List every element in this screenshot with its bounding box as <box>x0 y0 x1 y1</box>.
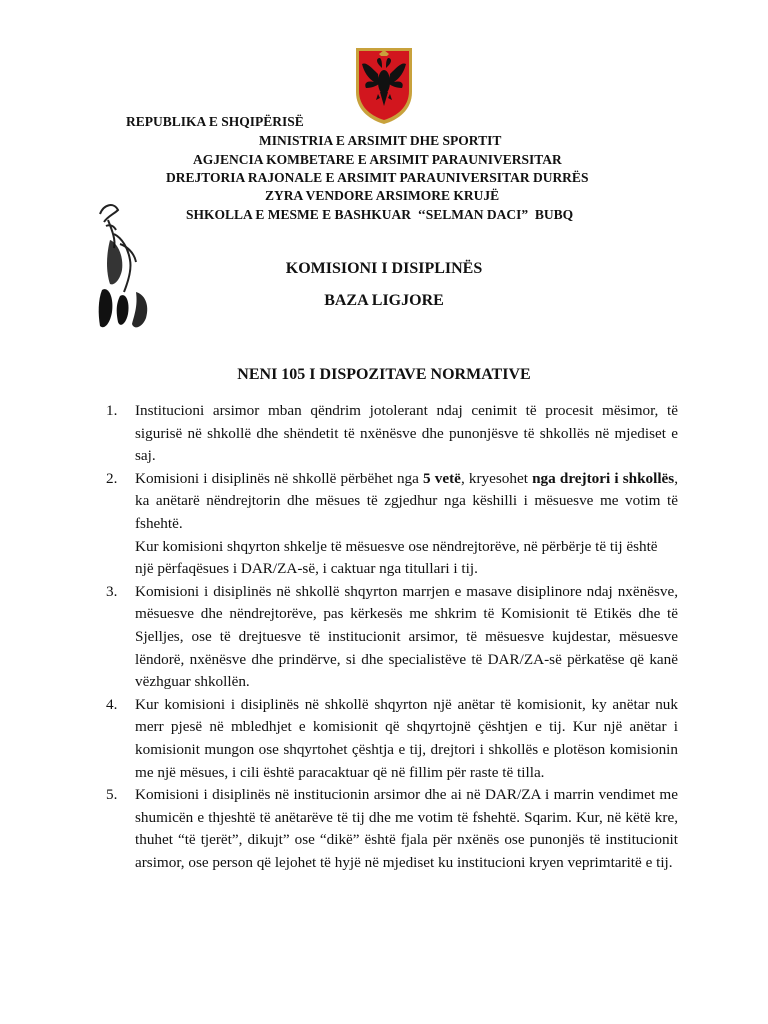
item-text: Kur komisioni i disiplinës në shkollë shqyrton një anëtar të komisionit, ky anëtar nuk merr pjesë në mbledhjet e komisionit që shqyrtojnë çështjen e tij. Kur një anëtar i komisionit mungon ose shqyrtohet çështja e tij, drejtori i shkollës e plotëson komisionin me një mësues, i cili është paracaktuar që në fillim për raste të tilla. <box>135 695 678 781</box>
list-number: 1. <box>106 402 118 419</box>
list-number: 5. <box>106 786 118 804</box>
item-text-part: Komisioni i disiplinës në shkollë përbëhet nga <box>135 469 424 487</box>
item-text-part: , ka anëtarë nëndrejtorin dhe mësues të zgjedhur nga këshilli i mësuesve me votim të fshehtë. <box>135 469 679 532</box>
title-legal-basis: BAZA LIGJORE <box>324 292 444 309</box>
article-list <box>106 400 678 874</box>
item-text <box>135 784 678 874</box>
list-item <box>106 581 678 694</box>
item-text-part: , kryesohet <box>460 469 533 487</box>
list-item <box>106 784 678 874</box>
header-line-school: SHKOLLA E MESME E BASHKUAR ‘‘SELMAN DACI” BUBQ <box>186 207 574 222</box>
header-line-republic: REPUBLIKA E SHQIPËRISË <box>126 114 304 129</box>
header-line-agency: AGJENCIA KOMBETARE E ARSIMIT PARAUNIVERSITAR <box>193 152 562 167</box>
list-item <box>106 694 678 784</box>
list-number: 4. <box>106 695 118 713</box>
item-text <box>135 468 678 536</box>
item-text: Komisioni i disiplinës në shkollë shqyrton marrjen e masave disiplinore ndaj nxënësve, mësuesve dhe nëndrejtorëve, pas kërkesës me shkrim të Komisionit të Etikës dhe të Sjelljes, ose të drejtuesve të institucionit arsimor, të mësuesve kujdestar, mësuesve lëndorë, nxënësve dhe prindërve, si dhe specialistëve të DAR/ZA-së përkatëse që kanë vëzhguar shkollën. <box>135 582 678 691</box>
item-text-part: Sqarim. Kur, në këtë kre, thuhet “të tjerët”, dikujt” ose “dikë” është fjala për nxënës ose punonjës të institucionit arsimor, ose person që lejohet të hyjë në mjediset ku institucioni kryen veprimtaritë e tij. <box>135 808 678 871</box>
list-number: 2. <box>106 469 118 487</box>
list-item <box>106 468 678 581</box>
title-article-105: NENI 105 I DISPOZITAVE NORMATIVE <box>237 366 531 383</box>
list-item <box>106 400 678 468</box>
header-line-ministry: MINISTRIA E ARSIMIT DHE SPORTIT <box>259 133 502 148</box>
header-line-directorate: DREJTORIA RAJONALE E ARSIMIT PARAUNIVERSITAR DURRËS <box>166 170 589 185</box>
list-number: 3. <box>106 582 118 600</box>
item-text-bold: nga drejtori i shkollës <box>532 469 675 487</box>
item-text-continuation: Kur komisioni shqyrton shkelje të mësuesve ose nëndrejtorëve, në përbërje të tij është një përfaqësues i DAR/ZA-së, i caktuar nga titullari i tij. <box>135 537 658 578</box>
item-text-part: Komisioni i disiplinës në institucionin arsimor dhe ai në DAR/ZA i marrin vendimet me shumicën e thjeshtë të anëtarëve të tij dhe me votim të fshehtë. <box>135 786 678 826</box>
header-line-office: ZYRA VENDORE ARSIMORE KRUJË <box>265 188 500 203</box>
header-block <box>0 112 768 245</box>
title-disciplinary-commission: KOMISIONI I DISIPLINËS <box>285 260 483 277</box>
item-text-bold: 5 vetë <box>423 469 461 487</box>
item-text: Institucioni arsimor mban qëndrim jotolerant ndaj cenimit të procesit mësimor, të sigurisë në shkollë dhe shëndetit të nxënësve dhe punonjësve të shkollës në mjediset e saj. <box>135 402 678 465</box>
